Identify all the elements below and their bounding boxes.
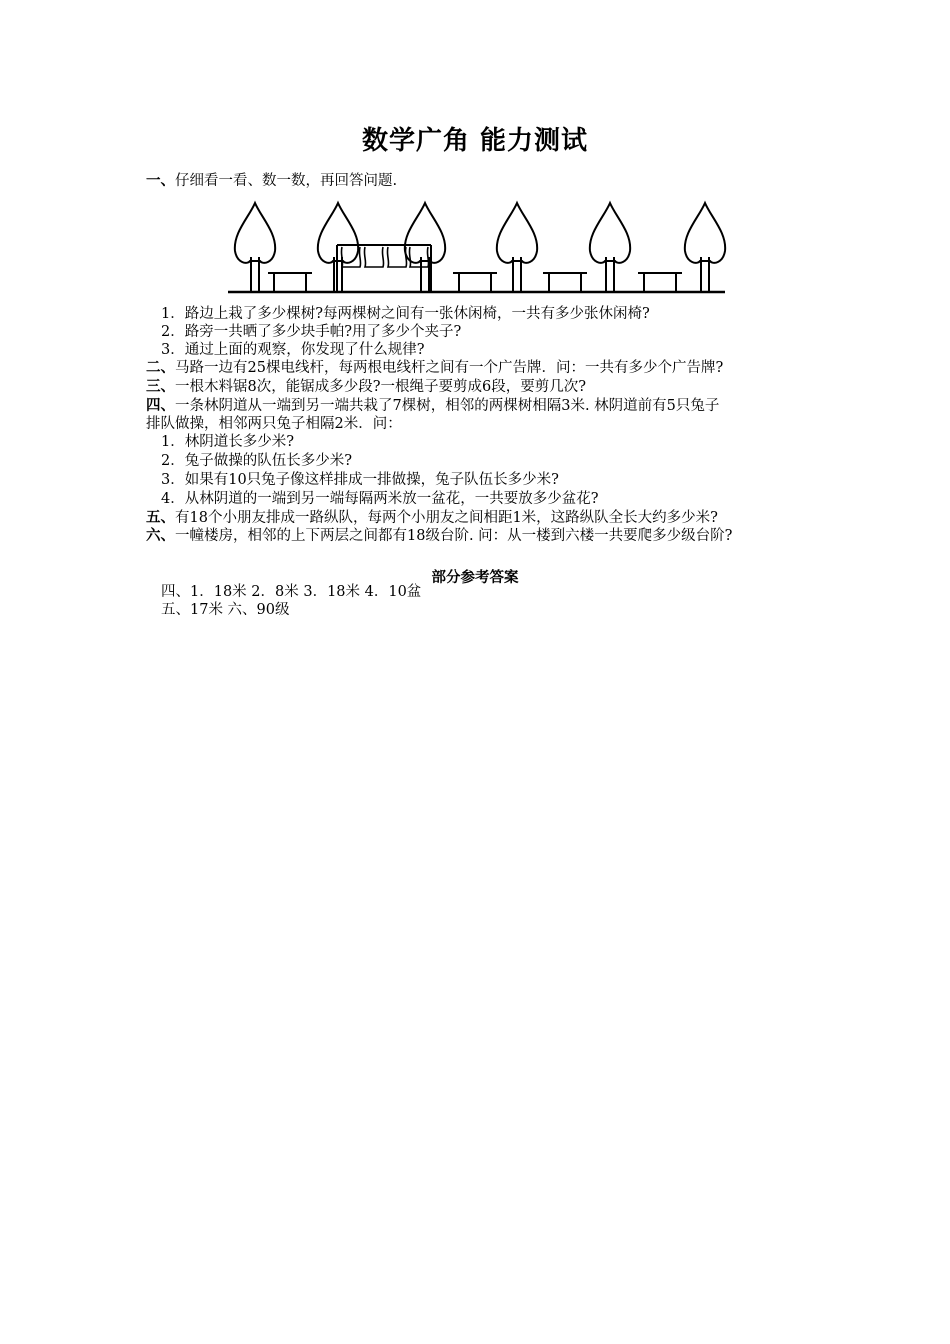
question-4 [146, 397, 816, 415]
question-1-item-2: 2．路旁一共晒了多少块手帕?用了多少个夹子? [161, 324, 462, 340]
bench-icon [453, 273, 497, 291]
question-4-label: 四、 [146, 397, 175, 414]
tree-icon [497, 203, 537, 291]
page-title: 数学广角 能力测试 [361, 126, 589, 156]
question-4-text-line-2: 排队做操，相邻两只兔子相隔2米．问： [146, 416, 402, 432]
question-5 [146, 509, 816, 527]
question-6-text: 一幢楼房，相邻的上下两层之间都有18级台阶. 问：从一楼到六楼一共要爬多少级台阶? [175, 528, 733, 544]
question-4-text-line-1: 一条林阴道从一端到另一端共栽了7棵树，相邻的两棵树相隔3米. 林阴道前有5只兔子 [175, 398, 720, 414]
trees-group [235, 203, 725, 291]
question-6-label: 六、 [146, 527, 175, 544]
question-3-text: 一根木料锯8次，能锯成多少段?一根绳子要剪成6段，要剪几次? [175, 379, 586, 395]
bench-icon [268, 273, 312, 291]
question-1 [146, 172, 816, 190]
tree-icon [235, 203, 275, 291]
question-4-item-3: 3．如果有10只兔子像这样排成一排做操，兔子队伍长多少米? [161, 472, 559, 488]
question-1-item-3: 3．通过上面的观察，你发现了什么规律? [161, 342, 425, 358]
question-2-label: 二、 [146, 359, 175, 376]
bench-icon [543, 273, 587, 291]
tree-icon [590, 203, 630, 291]
question-1-item-1: 1．路边上栽了多少棵树?每两棵树之间有一张休闲椅，一共有多少张休闲椅? [161, 306, 650, 322]
question-3 [146, 378, 816, 396]
answers-line-1: 四、1．18米 2．8米 3．18米 4．10盆 [161, 584, 422, 600]
question-5-label: 五、 [146, 509, 175, 526]
tree-icon [405, 203, 445, 291]
question-2 [146, 359, 816, 377]
clothesline [337, 245, 431, 292]
handkerchief-icon [387, 247, 406, 267]
answers-line-2: 五、17米 六、90级 [161, 602, 290, 618]
question-4-item-4: 4．从林阴道的一端到另一端每隔两米放一盆花，一共要放多少盆花? [161, 491, 599, 507]
question-4-item-2: 2．兔子做操的队伍长多少米? [161, 453, 352, 469]
benches-group [268, 273, 682, 291]
tree-icon [685, 203, 725, 291]
question-2-text: 马路一边有25棵电线杆，每两根电线杆之间有一个广告牌．问：一共有多少个广告牌? [175, 360, 724, 376]
question-1-text: 仔细看一看、数一数，再回答问题. [175, 173, 398, 189]
question-3-label: 三、 [146, 378, 175, 395]
answers-title: 部分参考答案 [431, 569, 519, 586]
trees-benches-illustration [220, 195, 730, 295]
handkerchief-icon [364, 247, 383, 267]
bench-icon [638, 273, 682, 291]
question-1-label: 一、 [146, 172, 175, 189]
question-6 [146, 527, 816, 545]
question-5-text: 有18个小朋友排成一路纵队，每两个小朋友之间相距1米，这路纵队全长大约多少米? [175, 510, 718, 526]
question-4-item-1: 1．林阴道长多少米? [161, 434, 294, 450]
handkerchief-icon [409, 247, 428, 267]
